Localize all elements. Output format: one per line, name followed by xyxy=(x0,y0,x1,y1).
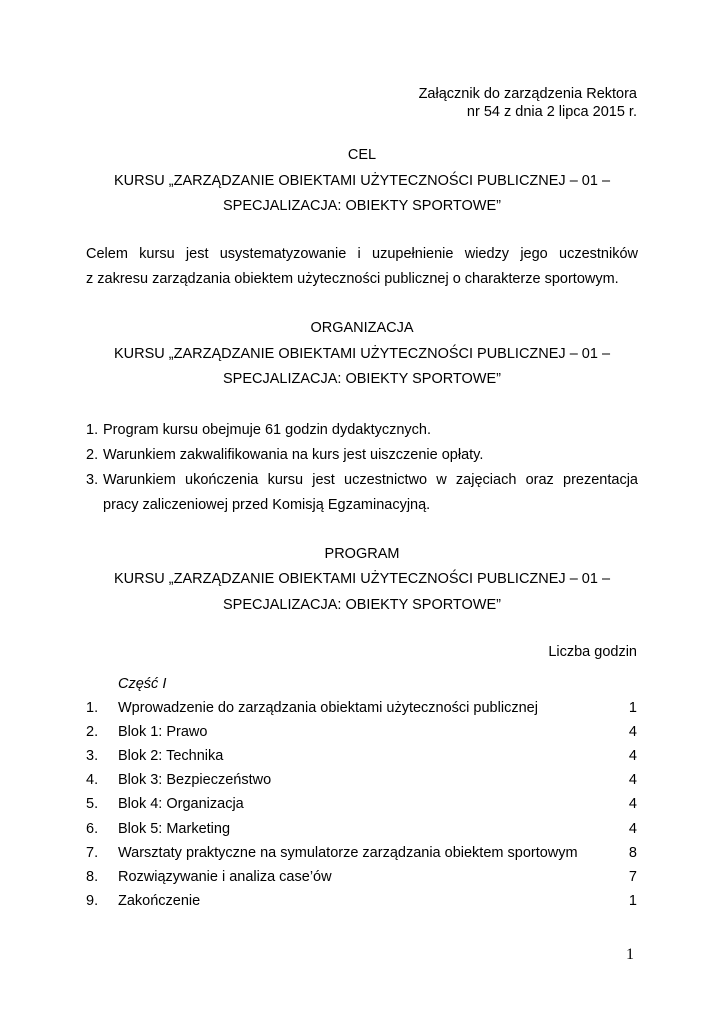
program-row-hours: 4 xyxy=(628,748,637,764)
attachment-line-2: nr 54 z dnia 2 lipca 2015 r. xyxy=(466,104,637,120)
program-row-hours: 1 xyxy=(628,700,637,716)
program-row-number: 3. xyxy=(86,748,99,764)
program-row-hours: 4 xyxy=(628,821,637,837)
program-row-hours: 4 xyxy=(628,724,637,740)
program-row-number: 6. xyxy=(86,821,99,837)
program-row-title: Blok 1: Prawo xyxy=(118,724,208,740)
program-row-title: Warsztaty praktyczne na symulatorze zarządzania obiektem sportowym xyxy=(118,845,578,861)
organizacja-item-number: 2. xyxy=(86,447,99,463)
program-row-number: 8. xyxy=(86,869,99,885)
organizacja-title-line-1: KURSU „ZARZĄDZANIE OBIEKTAMI UŻYTECZNOŚCI PUBLICZNEJ – 01 – xyxy=(113,346,611,362)
cel-paragraph-line-1: Celem kursu jest usystematyzowanie i uzupełnienie wiedzy jego uczestników xyxy=(86,246,638,262)
hours-column-header: Liczba godzin xyxy=(548,644,637,660)
organizacja-item-text-continuation: pracy zaliczeniowej przed Komisją Egzaminacyjną. xyxy=(103,497,431,513)
organizacja-item-text: Warunkiem ukończenia kursu jest uczestnictwo w zajęciach oraz prezentacja xyxy=(103,472,638,488)
program-row-hours: 4 xyxy=(628,772,637,788)
program-row-title: Blok 4: Organizacja xyxy=(118,796,244,812)
program-row-number: 2. xyxy=(86,724,99,740)
program-row-number: 9. xyxy=(86,893,99,909)
program-row-title: Blok 3: Bezpieczeństwo xyxy=(118,772,272,788)
organizacja-heading: ORGANIZACJA xyxy=(310,320,414,336)
program-row-number: 7. xyxy=(86,845,99,861)
cel-title-line-2: SPECJALIZACJA: OBIEKTY SPORTOWE” xyxy=(223,198,501,214)
program-row-number: 5. xyxy=(86,796,99,812)
part-label: Część I xyxy=(118,676,167,692)
organizacja-title-line-2: SPECJALIZACJA: OBIEKTY SPORTOWE” xyxy=(223,371,501,387)
attachment-line-1: Załącznik do zarządzenia Rektora xyxy=(418,86,637,102)
program-row-hours: 8 xyxy=(628,845,637,861)
organizacja-item-text: Program kursu obejmuje 61 godzin dydaktycznych. xyxy=(103,422,432,438)
program-row-number: 1. xyxy=(86,700,99,716)
program-row-number: 4. xyxy=(86,772,99,788)
organizacja-item-number: 1. xyxy=(86,422,99,438)
organizacja-item-text: Warunkiem zakwalifikowania na kurs jest uiszczenie opłaty. xyxy=(103,447,484,463)
program-title-line-2: SPECJALIZACJA: OBIEKTY SPORTOWE” xyxy=(223,597,501,613)
cel-paragraph-line-2: z zakresu zarządzania obiektem użyteczności publicznej o charakterze sportowym. xyxy=(86,271,619,287)
program-row-title: Blok 2: Technika xyxy=(118,748,224,764)
program-heading: PROGRAM xyxy=(324,546,400,562)
page-number: 1 xyxy=(626,946,634,963)
cel-title-line-1: KURSU „ZARZĄDZANIE OBIEKTAMI UŻYTECZNOŚCI PUBLICZNEJ – 01 – xyxy=(113,173,611,189)
program-row-hours: 4 xyxy=(628,796,637,812)
program-row-hours: 1 xyxy=(628,893,637,909)
program-row-title: Blok 5: Marketing xyxy=(118,821,231,837)
program-row-title: Zakończenie xyxy=(118,893,201,909)
program-row-title: Wprowadzenie do zarządzania obiektami użyteczności publicznej xyxy=(118,700,538,716)
program-title-line-1: KURSU „ZARZĄDZANIE OBIEKTAMI UŻYTECZNOŚCI PUBLICZNEJ – 01 – xyxy=(113,571,611,587)
program-row-title: Rozwiązywanie i analiza case’ów xyxy=(118,869,332,885)
cel-heading: CEL xyxy=(347,147,377,163)
organizacja-item-number: 3. xyxy=(86,472,99,488)
program-row-hours: 7 xyxy=(628,869,637,885)
